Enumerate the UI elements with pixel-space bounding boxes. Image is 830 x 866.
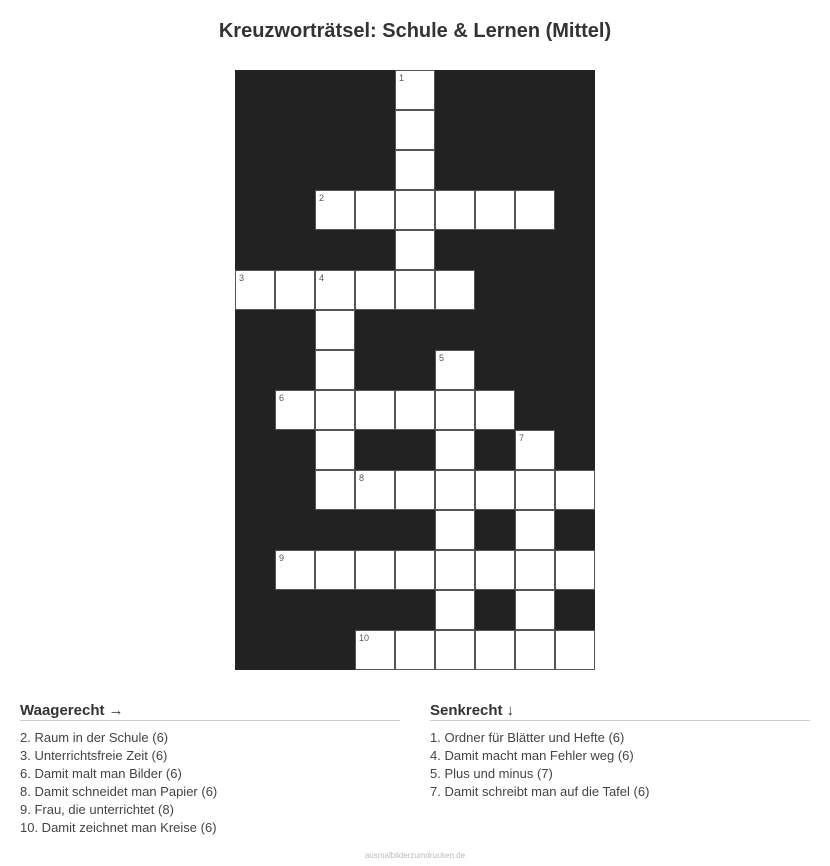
- clue-number: 9: [279, 553, 285, 563]
- clue-number: 6: [279, 393, 285, 403]
- crossword-cell[interactable]: [395, 550, 435, 590]
- crossword-cell[interactable]: [235, 270, 275, 310]
- crossword-cell[interactable]: [435, 510, 475, 550]
- crossword-cell[interactable]: [555, 630, 595, 670]
- clue-across-item: 2. Raum in der Schule (6): [20, 730, 169, 745]
- clue-down-item: 5. Plus und minus (7): [430, 766, 553, 781]
- clues-down-title: Senkrecht: [430, 702, 503, 719]
- crossword-cell[interactable]: [315, 270, 355, 310]
- clue-number: 8: [359, 473, 365, 483]
- crossword-cell[interactable]: [395, 110, 435, 150]
- crossword-cell[interactable]: [435, 470, 475, 510]
- clue-across-item: 10. Damit zeichnet man Kreise (6): [20, 820, 217, 835]
- crossword-cell[interactable]: [515, 190, 555, 230]
- crossword-cell[interactable]: [475, 470, 515, 510]
- crossword-cell[interactable]: [395, 70, 435, 110]
- clue-number: 1: [399, 73, 405, 83]
- crossword-cell[interactable]: [395, 190, 435, 230]
- crossword-cell[interactable]: [395, 470, 435, 510]
- crossword-cell[interactable]: [355, 550, 395, 590]
- clue-number: 2: [319, 193, 325, 203]
- crossword-cell[interactable]: [515, 430, 555, 470]
- crossword-cell[interactable]: [395, 230, 435, 270]
- crossword-cell[interactable]: [515, 470, 555, 510]
- clues-down-heading: [430, 702, 810, 721]
- crossword-cell[interactable]: [395, 390, 435, 430]
- clue-number: 10: [359, 633, 370, 643]
- crossword-cell[interactable]: [435, 550, 475, 590]
- crossword-cell[interactable]: [515, 550, 555, 590]
- crossword-cell[interactable]: [435, 590, 475, 630]
- crossword-cell[interactable]: [355, 270, 395, 310]
- crossword-cell[interactable]: [355, 390, 395, 430]
- crossword-cell[interactable]: [315, 470, 355, 510]
- clue-down-item: 4. Damit macht man Fehler weg (6): [430, 748, 634, 763]
- crossword-cell[interactable]: [315, 430, 355, 470]
- clue-across-item: 6. Damit malt man Bilder (6): [20, 766, 182, 781]
- crossword-cell[interactable]: [515, 510, 555, 550]
- crossword-cell[interactable]: [515, 590, 555, 630]
- crossword-cell[interactable]: [475, 390, 515, 430]
- crossword-cell[interactable]: [555, 550, 595, 590]
- clue-across-item: 3. Unterrichtsfreie Zeit (6): [20, 748, 168, 763]
- crossword-cell[interactable]: [475, 630, 515, 670]
- crossword-cell[interactable]: [395, 270, 435, 310]
- crossword-grid: [235, 70, 595, 670]
- clue-number: 7: [519, 433, 525, 443]
- crossword-cell[interactable]: [435, 430, 475, 470]
- crossword-cell[interactable]: [515, 630, 555, 670]
- crossword-cell[interactable]: [435, 630, 475, 670]
- clue-number: 4: [319, 273, 325, 283]
- arrow-down-icon: ↓: [506, 702, 515, 719]
- crossword-cell[interactable]: [395, 150, 435, 190]
- clue-number: 5: [439, 353, 445, 363]
- crossword-cell[interactable]: [315, 390, 355, 430]
- page-title: Kreuzworträtsel: Schule & Lernen (Mittel): [218, 20, 612, 42]
- crossword-cell[interactable]: [355, 470, 395, 510]
- crossword-cell[interactable]: [475, 550, 515, 590]
- crossword-cell[interactable]: [395, 630, 435, 670]
- clues-down: [430, 702, 810, 801]
- clue-down-item: 7. Damit schreibt man auf die Tafel (6): [430, 784, 650, 799]
- crossword-cell[interactable]: [475, 190, 515, 230]
- crossword-cell[interactable]: [315, 190, 355, 230]
- crossword-cell[interactable]: [435, 270, 475, 310]
- crossword-cell[interactable]: [315, 310, 355, 350]
- clues-down-list: [430, 729, 810, 801]
- crossword-cell[interactable]: [315, 550, 355, 590]
- clues-across-heading: [20, 702, 400, 721]
- footer-credit: ausmalbilderzumdrucken.de: [364, 851, 466, 860]
- crossword-cell[interactable]: [275, 390, 315, 430]
- arrow-right-icon: →: [108, 702, 124, 719]
- crossword-cell[interactable]: [355, 190, 395, 230]
- clues-across: [20, 702, 400, 837]
- clues-across-list: [20, 729, 400, 837]
- clue-down-item: 1. Ordner für Blätter und Hefte (6): [430, 730, 625, 745]
- crossword-cell[interactable]: [275, 550, 315, 590]
- crossword-cell[interactable]: [435, 190, 475, 230]
- crossword-cell[interactable]: [275, 270, 315, 310]
- clue-across-item: 9. Frau, die unterrichtet (8): [20, 802, 174, 817]
- crossword-cell[interactable]: [435, 390, 475, 430]
- crossword-cell[interactable]: [555, 470, 595, 510]
- crossword-cell[interactable]: [315, 350, 355, 390]
- clues-across-title: Waagerecht: [20, 702, 105, 719]
- crossword-cell[interactable]: [435, 350, 475, 390]
- clue-number: 3: [239, 273, 245, 283]
- clue-across-item: 8. Damit schneidet man Papier (6): [20, 784, 218, 799]
- crossword-cell[interactable]: [355, 630, 395, 670]
